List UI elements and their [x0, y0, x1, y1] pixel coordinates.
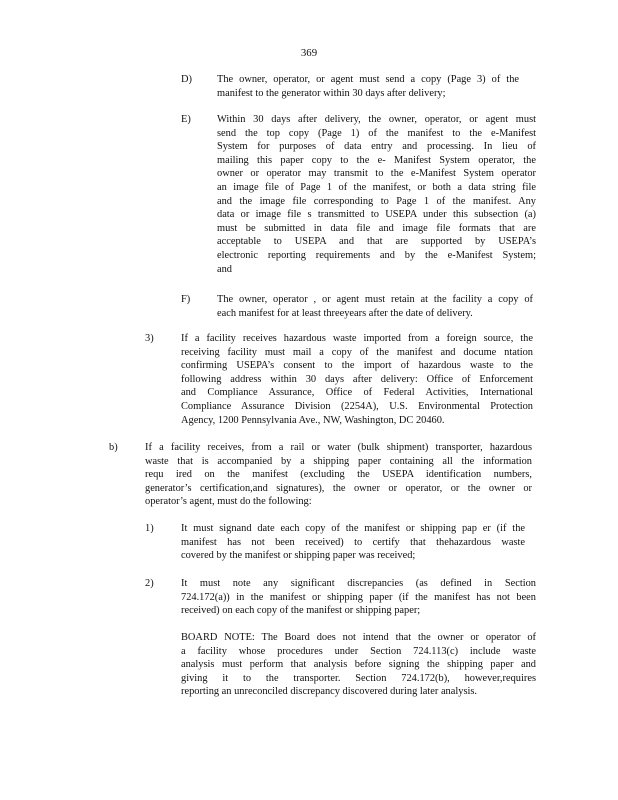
text-line: an image file of Page 1 of the manifest, or both a data string file	[217, 181, 536, 193]
text-line: electronic reporting requirements and by the e-Manifest System;	[217, 249, 536, 261]
text-line: manifest has not been received) to certify that thehazardous waste	[181, 536, 525, 548]
item-label-f: F)	[181, 294, 191, 305]
text-line: covered by the manifest or shipping paper was received;	[181, 550, 416, 562]
text-line: reporting an unreconciled discrepancy discovered during later analysis.	[181, 686, 478, 698]
page-number: 369	[300, 47, 318, 59]
item-label-e: E)	[181, 114, 191, 125]
item-label-b2: 2)	[145, 578, 154, 589]
paragraph-3	[181, 332, 533, 427]
text-line: requ ired on the manifest (excluding the USEPA identification numbers,	[145, 469, 532, 481]
text-line: If a facility receives, from a rail or water (bulk shipment) transporter, hazardous	[145, 442, 532, 453]
text-line: receiving facility must mail a copy of the manifest and docume ntation	[181, 346, 533, 358]
text-line: The owner, operator, or agent must send a copy (Page 3) of the	[217, 74, 519, 85]
paragraph-f	[217, 293, 533, 320]
text-line: and Compliance Assurance, Office of Federal Activities, International	[181, 387, 533, 399]
text-line: If a facility receives hazardous waste imported from a foreign source, the	[181, 333, 533, 344]
text-line: must be submitted in data file and image file formats that are	[217, 222, 536, 234]
paragraph-b2	[181, 577, 536, 618]
paragraph-b	[145, 441, 532, 509]
text-line: data or image file s transmitted to USEPA under this subsection (a)	[217, 209, 536, 221]
text-line: a facility whose procedures under Section 724.113(c) include waste	[181, 645, 536, 657]
text-line: received) on each copy of the manifest or shipping paper;	[181, 605, 421, 617]
text-line: giving it to the transporter. Section 724.172(b), however,requires	[181, 672, 536, 684]
text-line: and the image file corresponding to Page 1 of the manifest. Any	[217, 195, 536, 207]
text-line: Compliance Assurance Division (2254A), U.S. Environmental Protection	[181, 400, 533, 412]
paragraph-d	[217, 73, 519, 100]
text-line: Agency, 1200 Pennsylvania Ave., NW, Washington, DC 20460.	[181, 414, 445, 426]
board-note	[181, 631, 536, 699]
text-line: each manifest for at least threeyears after the date of delivery.	[217, 307, 473, 319]
text-line: Within 30 days after delivery, the owner, operator, or agent must	[217, 114, 536, 125]
text-line: send the top copy (Page 1) of the manifest to the e-Manifest	[217, 127, 536, 139]
paragraph-b1	[181, 522, 525, 563]
text-line: owner or operator may transmit to the e-Manifest System operator	[217, 168, 536, 180]
text-line: following address within 30 days after delivery: Office of Enforcement	[181, 373, 533, 385]
text-line: It must note any significant discrepancies (as defined in Section	[181, 578, 536, 589]
paragraph-e	[217, 113, 536, 276]
item-label-d: D)	[181, 74, 192, 85]
text-line: manifest to the generator within 30 days after delivery;	[217, 87, 446, 99]
item-label-3: 3)	[145, 333, 154, 344]
text-line: acceptable to USEPA and that are supported by USEPA’s	[217, 236, 536, 248]
text-line: confirming USEPA’s consent to the import of hazardous waste to the	[181, 360, 533, 372]
text-line: waste that is accompanied by a shipping paper containing all the information	[145, 455, 532, 467]
text-line: BOARD NOTE: The Board does not intend that the owner or operator of	[181, 632, 536, 643]
text-line: and	[217, 263, 233, 275]
text-line: operator’s agent, must do the following:	[145, 496, 312, 508]
text-line: analysis must perform that analysis before signing the shipping paper and	[181, 659, 536, 671]
text-line: generator’s certification,and signatures), the owner or operator, or the owner or	[145, 482, 532, 494]
item-label-b: b)	[109, 442, 118, 453]
item-label-b1: 1)	[145, 523, 154, 534]
text-line: The owner, operator , or agent must retain at the facility a copy of	[217, 294, 533, 305]
text-line: mailing this paper copy to the e- Manifest System operator, the	[217, 154, 536, 166]
text-line: It must signand date each copy of the manifest or shipping pap er (if the	[181, 523, 525, 534]
text-line: System for purposes of data entry and processing. In lieu of	[217, 141, 536, 153]
text-line: 724.172(a)) in the manifest or shipping paper (if the manifest has not been	[181, 591, 536, 603]
